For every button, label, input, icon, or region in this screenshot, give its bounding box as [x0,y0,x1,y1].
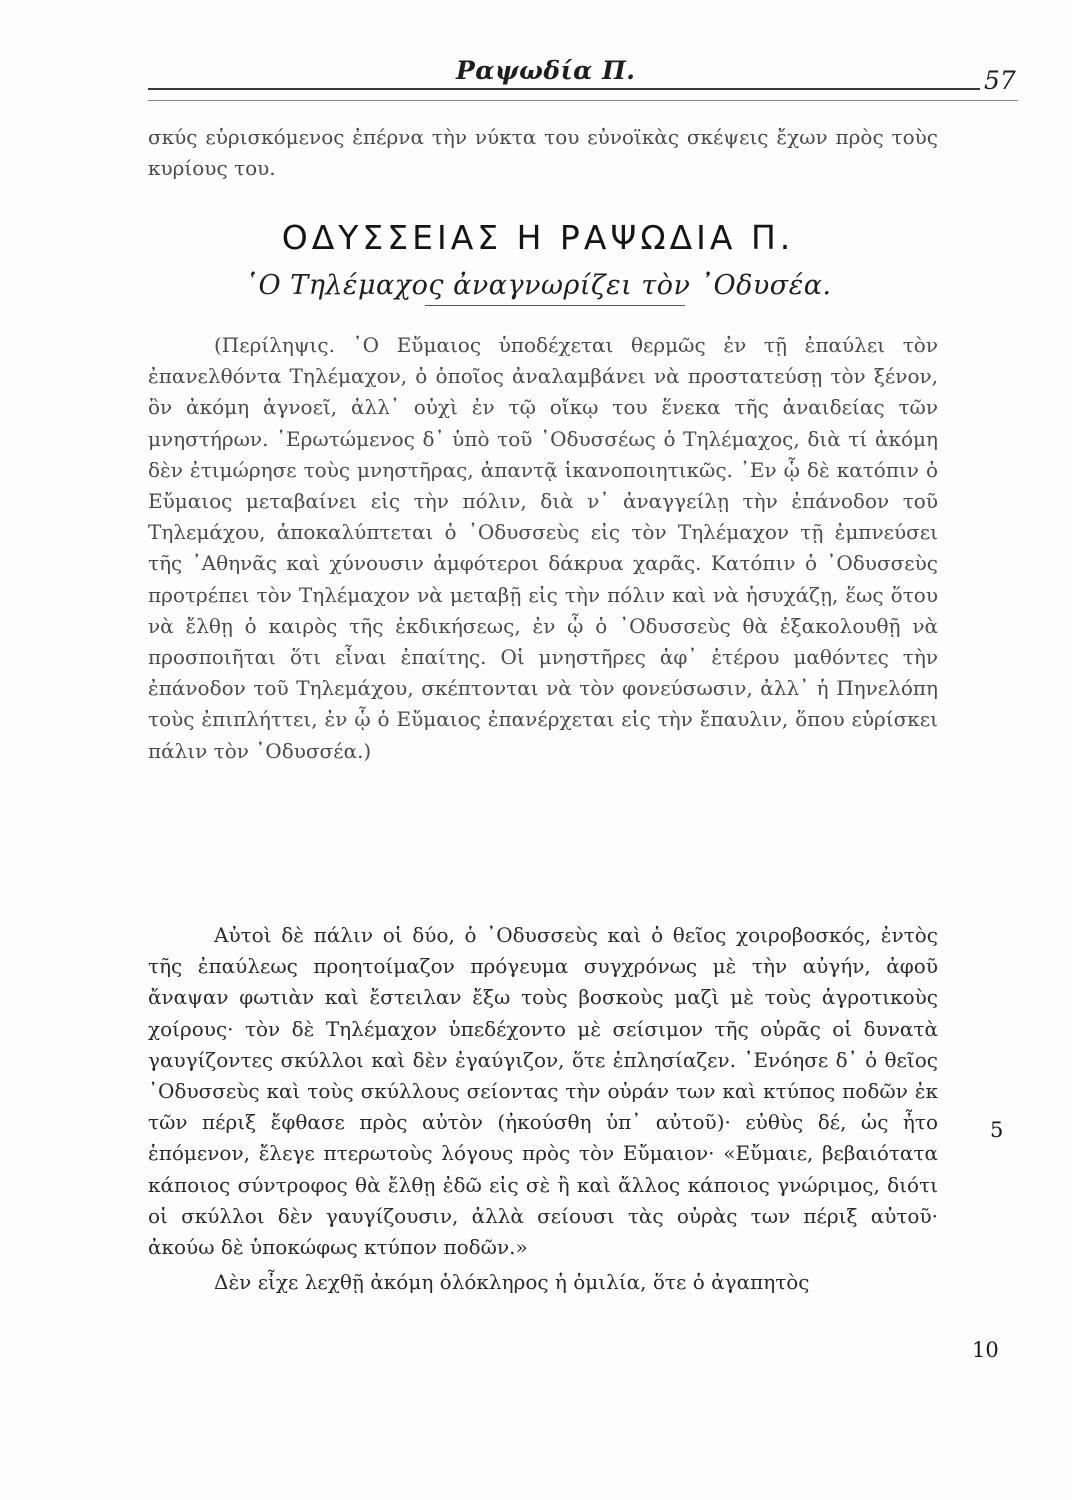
main-text [148,920,938,1298]
carryover-paragraph [148,122,938,184]
page-number: 57 [980,66,1020,95]
summary-text: (Περίληψις. ῾Ο Εὔμαιος ὑποδέχεται θερμῶς ἐν τῇ ἐπαύλει τὸν ἐπανελθόντα Τηλέμαχον, ὁ ὁποῖος ἀναλαμβάνει νὰ προστατεύσῃ τὸν ξένον, ὃν ἀκόμη ἀγνοεῖ, ἀλλ᾿ οὐχὶ ἐν τῷ οἴκῳ του ἕνεκα τῆς ἀναιδείας τῶν μνηστήρων. ᾿Ερωτώμενος δ᾿ ὑπὸ τοῦ ᾿Οδυσσέως ὁ Τηλέμαχος, διὰ τί ἀκόμη δὲν ἐτιμώρησε τοὺς μνηστῆρας, ἀπαντᾷ ἱκανοποιητικῶς. ᾿Εν ᾧ δὲ κατόπιν ὁ Εὔμαιος μεταβαίνει εἰς τὴν πόλιν, διὰ ν᾿ ἀναγγείλῃ τὴν ἐπάνοδον τοῦ Τηλεμάχου, ἀποκαλύπτεται ὁ ᾿Οδυσσεὺς εἰς τὸν Τηλέμαχον τῇ ἐμπνεύσει τῆς ᾿Αθηνᾶς καὶ χύνουσιν ἀμφότεροι δάκρυα χαρᾶς. Κατόπιν ὁ ᾿Οδυσσεὺς προτρέπει τὸν Τηλέμαχον νὰ μεταβῇ εἰς τὴν πόλιν καὶ νὰ ἡσυχάζῃ, ἕως ὅτου νὰ ἔλθῃ ὁ καιρὸς τῆς ἐκδικήσεως, ἐν ᾧ ὁ ᾿Οδυσσεὺς θὰ ἐξακολουθῇ νὰ προσποιῆται ὅτι εἶναι ἐπαίτης. Οἱ μνηστῆρες ἀφ᾿ ἑτέρου μαθόντες τὴν ἐπάνοδον τοῦ Τηλεμάχου, σκέπτονται νὰ τὸν φονεύσωσιν, ἀλλ᾿ ἡ Πηνελόπη τοὺς ἐπιπλήττει, ἐν ᾧ ὁ Εὔμαιος ἐπανέρχεται εἰς τὴν ἔπαυλιν, ὅπου εὑρίσκει πάλιν τὸν ᾿Οδυσσέα.) [148,333,938,763]
summary-paragraph [148,330,938,767]
carryover-text: σκύς εὑρισκόμενος ἐπέρνα τὴν νύκτα του εὐνοϊκὰς σκέψεις ἔχων πρὸς τοὺς κυρίους του. [148,125,938,181]
line-number-marker: 5 [990,1118,1004,1142]
running-title: Ραψωδία Π. [450,56,641,85]
chapter-subtitle: ῾Ο Τηλέμαχος ἀναγνωρίζει τὸν ᾿Οδυσέα. [244,270,832,301]
main-paragraph: Δὲν εἶχε λεχθῇ ἀκόμη ὁλόκληρος ἡ ὁμιλία, ὅτε ὁ ἀγαπητὸς [214,1270,810,1295]
main-paragraph: Αὐτοὶ δὲ πάλιν οἱ δύο, ὁ ᾿Οδυσσεὺς καὶ ὁ θεῖος χοιροβοσκός, ἐντὸς τῆς ἐπαύλεως προητοίμαζον πρόγευμα συγχρόνως μὲ τὴν αὐγήν, ἀφοῦ ἄναψαν φωτιὰν καὶ ἔστειλαν ἔξω τοὺς βοσκοὺς μαζὶ μὲ τοὺς ἀγροτικοὺς χοίρους· τὸν δὲ Τηλέμαχον ὑπεδέχοντο μὲ σείσιμον τῆς οὐρᾶς οἱ δυνατὰ γαυγίζοντες σκύλλοι καὶ δὲν ἐγαύγιζον, ὅτε ἐπλησίαζεν. ᾿Ενόησε δ᾿ ὁ θεῖος ᾿Οδυσσεὺς καὶ τοὺς σκύλλους σείοντας τὴν οὐράν των καὶ κτύπος ποδῶν ἐκ τῶν πέριξ ἔφθασε πρὸς αὐτὸν (ἠκούσθη ὑπ᾿ αὐτοῦ)· εὐθὺς δέ, ὡς ἦτο ἑπόμενον, ἔλεγε πτερωτοὺς λόγους πρὸς τὸν Εὔμαιον· «Εὔμαιε, βεβαιότατα κάποιος σύντροφος θὰ ἔλθῃ ἐδῶ εἰς σὲ ἢ καὶ ἄλλος κάποιος γνώριμος, διότι οἱ σκύλλοι δὲν γαυγίζουσιν, ἀλλὰ σείουσι τὰς οὐρὰς των πέριξ αὐτοῦ· ἀκούω δὲ ὑποκώφως κτύπον ποδῶν.» [148,923,938,1260]
header-rule [148,88,1018,90]
chapter-heading: ΟΔΥΣΣΕΙΑΣ Η ΡΑΨΩΔΙΑ Π. [281,218,795,257]
subtitle-underline [425,305,685,306]
line-number-marker: 10 [972,1338,999,1362]
header-rule-thin [148,100,1018,101]
